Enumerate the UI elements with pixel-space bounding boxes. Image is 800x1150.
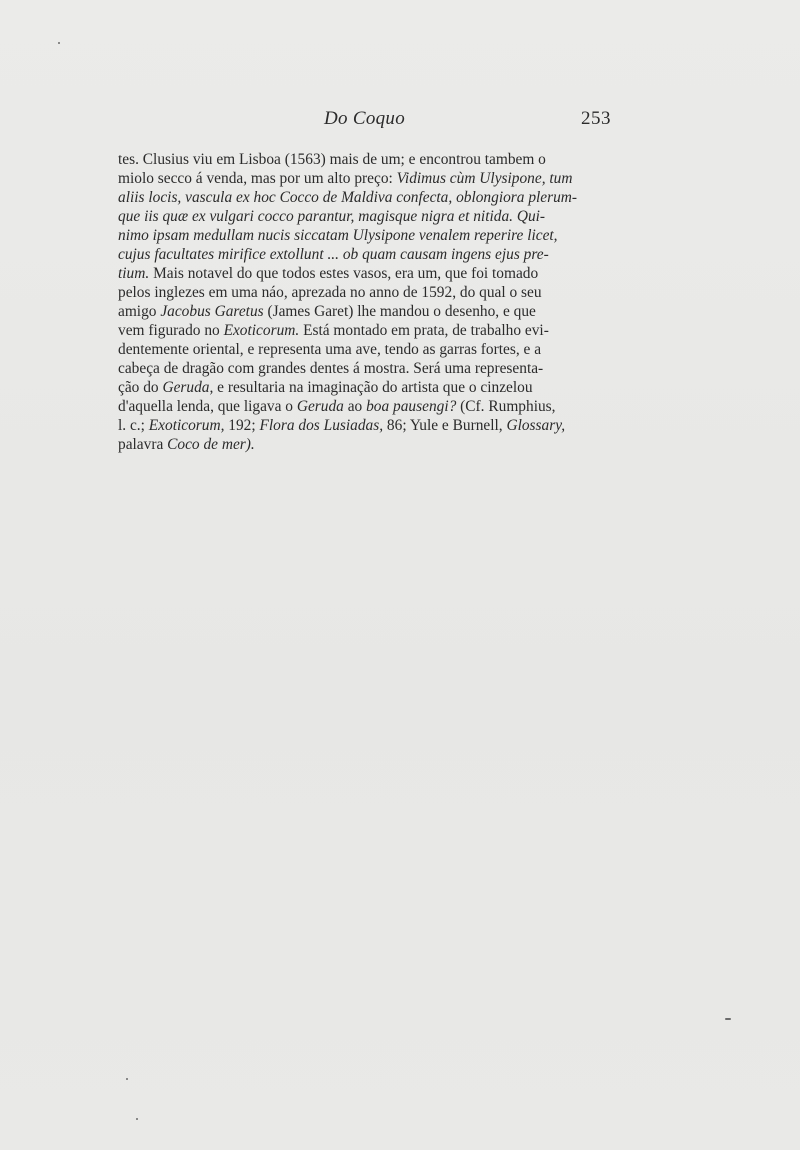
running-title: Do Coquo <box>323 108 406 129</box>
text-line <box>118 321 611 340</box>
roman-text: 86; Yule e Burnell, <box>383 417 507 434</box>
text-line <box>118 397 611 416</box>
roman-text: dentemente oriental, e representa uma ave, tendo as garras fortes, e a <box>118 341 542 358</box>
roman-text: tes. Clusius viu em Lisboa (1563) mais de um; e encontrou tambem o <box>118 151 546 168</box>
paper-speck <box>725 1018 731 1020</box>
text-line <box>118 378 611 397</box>
roman-text: Mais notavel do que todos estes vasos, era um, que foi tomado <box>149 265 539 282</box>
body-text <box>118 150 611 454</box>
roman-text: vem figurado no <box>118 322 224 339</box>
roman-text: amigo <box>118 303 161 320</box>
italic-text: nimo ipsam medullam nucis siccatam Ulysipone venalem reperire licet, <box>118 227 558 244</box>
paper-speck <box>58 42 60 44</box>
italic-text: Exoticorum. <box>223 322 300 339</box>
roman-text: (Cf. Rumphius, <box>456 398 556 415</box>
page-number: 253 <box>581 108 611 129</box>
italic-text: Jacobus Garetus <box>160 303 264 320</box>
italic-text: tium. <box>118 265 150 282</box>
roman-text: ção do <box>118 379 163 396</box>
italic-text: Glossary, <box>506 417 566 434</box>
text-line <box>118 264 611 283</box>
italic-text: cujus facultates mirifice extollunt ... ob quam causam ingens ejus pre- <box>118 246 549 263</box>
italic-text: boa pausengi? <box>366 398 457 415</box>
roman-text: ao <box>343 398 367 415</box>
italic-text: Geruda, <box>162 379 214 396</box>
roman-text: e resultaria na imaginação do artista que o cinzelou <box>213 379 533 396</box>
roman-text: pelos inglezes em uma náo, aprezada no anno de 1592, do qual o seu <box>118 284 542 301</box>
roman-text: miolo secco á venda, mas por um alto preço: <box>118 170 397 187</box>
italic-text: Flora dos Lusiadas, <box>259 417 384 434</box>
roman-text: cabeça de dragão com grandes dentes á mostra. Será uma representa- <box>118 360 544 377</box>
roman-text: Está montado em prata, de trabalho evi- <box>299 322 549 339</box>
text-line <box>118 207 611 226</box>
text-line <box>118 283 611 302</box>
text-line <box>118 169 611 188</box>
text-line <box>118 416 611 435</box>
italic-text: Exoticorum, <box>148 417 225 434</box>
italic-text: que iis quæ ex vulgari cocco parantur, magisque nigra et nitida. Qui- <box>118 208 546 225</box>
text-line <box>118 245 611 264</box>
text-line <box>118 188 611 207</box>
roman-text: l. c.; <box>118 417 149 434</box>
roman-text: d'aquella lenda, que ligava o <box>118 398 297 415</box>
paper-speck <box>126 1078 128 1080</box>
paper-speck <box>136 1118 138 1120</box>
italic-text: Geruda <box>296 398 344 415</box>
text-line <box>118 302 611 321</box>
text-line <box>118 435 611 454</box>
roman-text: (James Garet) lhe mandou o desenho, e que <box>263 303 536 320</box>
text-line <box>118 150 611 169</box>
running-head <box>118 106 611 136</box>
roman-text: 192; <box>224 417 260 434</box>
italic-text: Vidimus cùm Ulysipone, tum <box>396 170 573 187</box>
text-line <box>118 359 611 378</box>
italic-text: Coco de mer). <box>167 436 255 453</box>
italic-text: aliis locis, vascula ex hoc Cocco de Maldiva confecta, oblongiora plerum- <box>118 189 578 206</box>
text-line <box>118 340 611 359</box>
text-line <box>118 226 611 245</box>
roman-text: palavra <box>118 436 168 453</box>
